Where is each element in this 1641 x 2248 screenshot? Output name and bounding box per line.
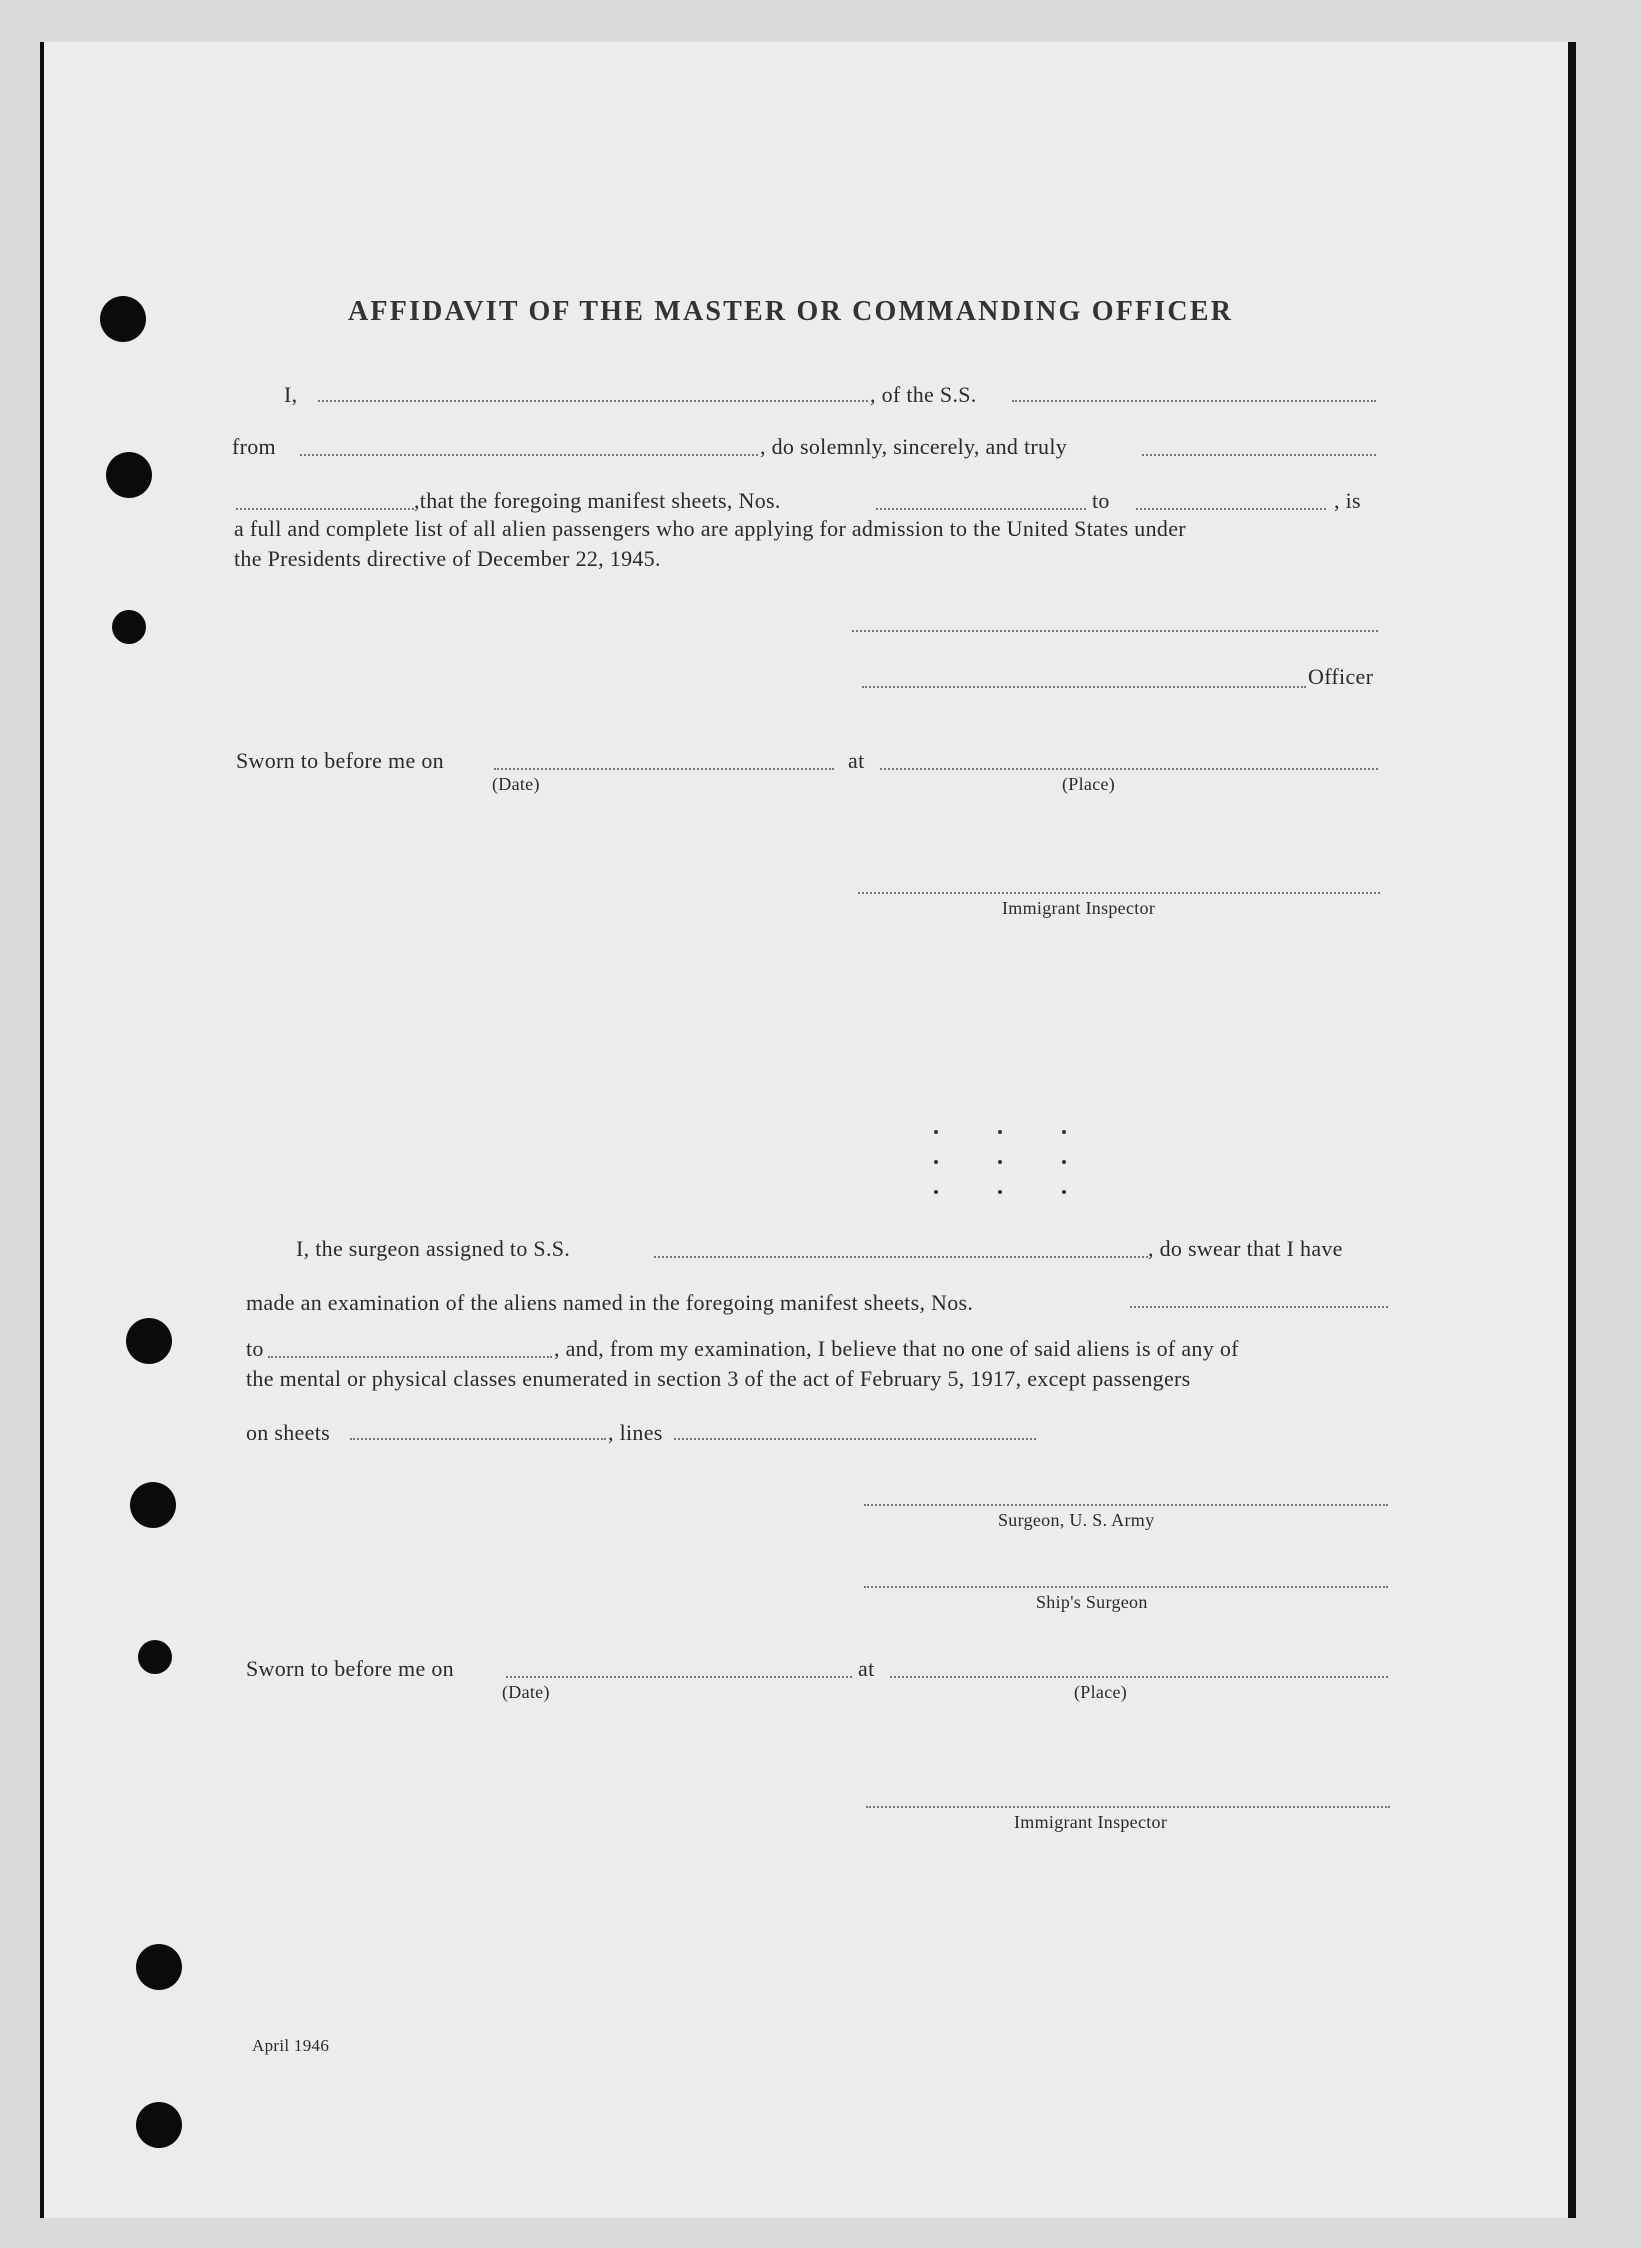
punch-hole	[112, 610, 146, 644]
officer-signature-field[interactable]	[862, 686, 1306, 688]
speck	[1062, 1190, 1066, 1194]
speck	[1062, 1130, 1066, 1134]
form-date-footer: April 1946	[252, 2036, 330, 2055]
surgeon-to-label: to	[246, 1336, 264, 1361]
master-from-field[interactable]	[300, 454, 758, 456]
punch-hole	[138, 1640, 172, 1674]
surgeon-nos-to-field[interactable]	[268, 1356, 552, 1358]
surgeon-sworn-place-field[interactable]	[890, 1676, 1388, 1678]
surgeon-line4: the mental or physical classes enumerated in section 3 of the act of February 5, 1917, except passengers	[246, 1366, 1191, 1391]
ships-surgeon-label: Ship's Surgeon	[1036, 1592, 1148, 1612]
surgeon-sheets-label: on sheets	[246, 1420, 330, 1445]
master-is-label: , is	[1334, 488, 1361, 513]
punch-hole	[130, 1482, 176, 1528]
master-swear-field[interactable]	[1142, 454, 1376, 456]
master-nos-to-field[interactable]	[1136, 508, 1326, 510]
master-date-caption: (Date)	[492, 774, 540, 794]
speck	[998, 1190, 1002, 1194]
master-signature-field[interactable]	[852, 630, 1378, 632]
master-text-line4: a full and complete list of all alien passengers who are applying for admission to the United States under	[234, 516, 1186, 541]
punch-hole	[136, 2102, 182, 2148]
punch-hole	[106, 452, 152, 498]
master-manifest-label: ,that the foregoing manifest sheets, Nos.	[414, 488, 781, 513]
master-place-caption: (Place)	[1062, 774, 1116, 794]
speck	[998, 1130, 1002, 1134]
master-name-field[interactable]	[318, 400, 868, 402]
surgeon-date-caption: (Date)	[502, 1682, 550, 1702]
surgeon-sworn-date-field[interactable]	[506, 1676, 852, 1678]
master-inspector-signature-field[interactable]	[858, 892, 1380, 894]
master-from-label: from	[232, 434, 276, 459]
speck	[1062, 1160, 1066, 1164]
form-sheet	[40, 42, 1568, 2218]
speck	[934, 1160, 938, 1164]
speck	[998, 1160, 1002, 1164]
master-i-label: I,	[284, 382, 298, 407]
master-sworn-place-field[interactable]	[880, 768, 1378, 770]
master-to-label: to	[1092, 488, 1110, 513]
surgeon-place-caption: (Place)	[1074, 1682, 1128, 1702]
master-swear-label: , do solemnly, sincerely, and truly	[760, 434, 1068, 459]
master-sworn-date-field[interactable]	[494, 768, 834, 770]
master-nos-from-field[interactable]	[876, 508, 1086, 510]
army-surgeon-signature-field[interactable]	[864, 1504, 1388, 1506]
surgeon-lines-label: , lines	[608, 1420, 663, 1445]
page-title: AFFIDAVIT OF THE MASTER OR COMMANDING OFFICER	[348, 296, 1234, 327]
punch-hole	[126, 1318, 172, 1364]
surgeon-line2: made an examination of the aliens named in the foregoing manifest sheets, Nos.	[246, 1290, 974, 1315]
surgeon-line1: I, the surgeon assigned to S.S.	[296, 1236, 571, 1261]
surgeon-lines-field[interactable]	[674, 1438, 1036, 1440]
surgeon-sheets-field[interactable]	[350, 1438, 606, 1440]
master-inspector-label: Immigrant Inspector	[1002, 898, 1156, 918]
surgeon-inspector-label: Immigrant Inspector	[1014, 1812, 1168, 1832]
surgeon-at-label: at	[858, 1656, 875, 1681]
surgeon-ship-field[interactable]	[654, 1256, 1148, 1258]
master-sworn-label: Sworn to before me on	[236, 748, 444, 773]
speck	[934, 1190, 938, 1194]
master-text-line5: the Presidents directive of December 22, 1945.	[234, 546, 661, 571]
ships-surgeon-signature-field[interactable]	[864, 1586, 1388, 1588]
master-state-field[interactable]	[236, 508, 414, 510]
surgeon-line3: , and, from my examination, I believe that no one of said aliens is of any of	[554, 1336, 1239, 1361]
punch-hole	[100, 296, 146, 342]
surgeon-sworn-label: Sworn to before me on	[246, 1656, 454, 1681]
master-ship-field[interactable]	[1012, 400, 1376, 402]
master-at-label: at	[848, 748, 865, 773]
army-surgeon-label: Surgeon, U. S. Army	[998, 1510, 1155, 1530]
speck	[934, 1130, 938, 1134]
officer-label: Officer	[1308, 664, 1374, 689]
punch-hole	[136, 1944, 182, 1990]
surgeon-inspector-signature-field[interactable]	[866, 1806, 1390, 1808]
surgeon-nos-from-field[interactable]	[1130, 1306, 1388, 1308]
surgeon-line1-end: , do swear that I have	[1148, 1236, 1343, 1261]
master-of-ss-label: , of the S.S.	[870, 382, 977, 407]
